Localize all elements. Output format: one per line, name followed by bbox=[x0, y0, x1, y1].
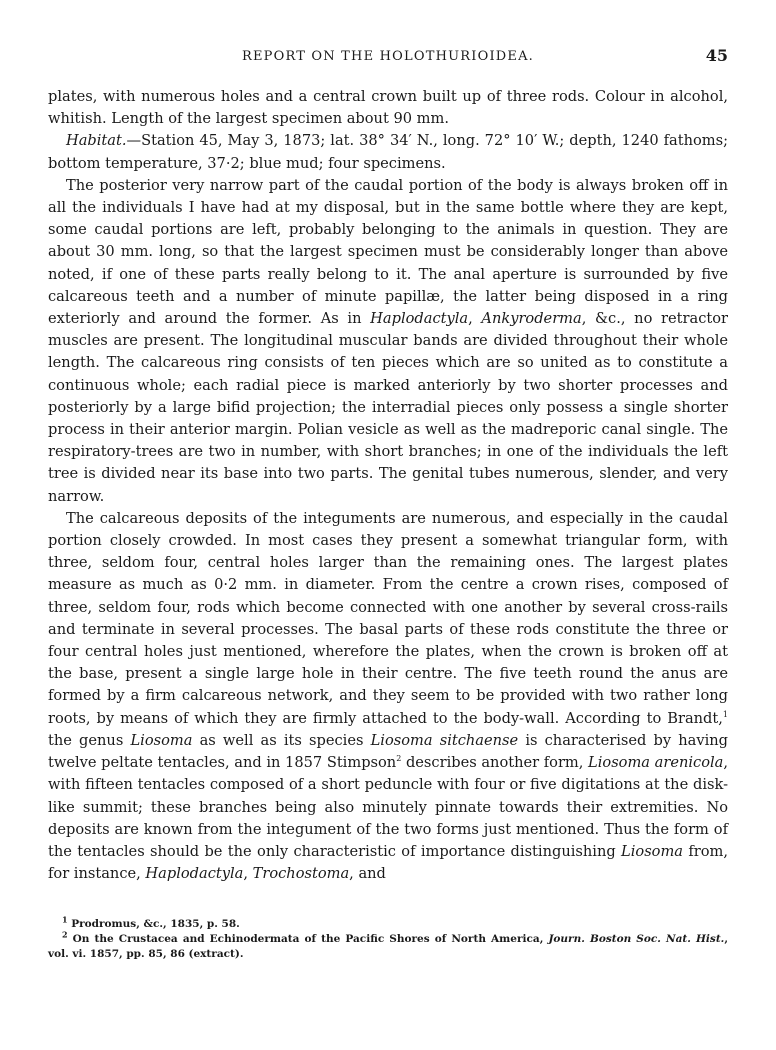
footnote-mark: 1 bbox=[62, 914, 68, 925]
genus-name: Ankyroderma bbox=[481, 310, 582, 328]
paragraph-text: from, for instance, bbox=[48, 842, 729, 883]
genus-name: Liosoma bbox=[621, 842, 684, 860]
paragraph-text: as well as its species bbox=[192, 731, 371, 749]
habitat-paragraph bbox=[48, 130, 728, 174]
journal-name: Journ. Boston Soc. Nat. Hist. bbox=[548, 933, 725, 945]
genus-name: Haplodactyla bbox=[145, 865, 244, 883]
anatomy-paragraph bbox=[48, 175, 728, 508]
footnote-ref: 1 bbox=[722, 709, 728, 719]
genus-name: Liosoma bbox=[130, 731, 193, 749]
footnote-ref: 2 bbox=[396, 754, 402, 764]
genus-name: Trochostoma bbox=[252, 865, 350, 883]
running-title: REPORT ON THE HOLOTHURIOIDEA. bbox=[241, 49, 535, 64]
footnote-text: On the Crustacea and Echinodermata of the Pacific Shores of North America, bbox=[67, 933, 549, 945]
paragraph-text: describes another form, bbox=[401, 754, 589, 772]
paragraph-text: The calcareous deposits of the integuments are numerous, and especially in the caudal portion closely crowded. In most cases they present a somewhat triangular form, with three, seldom four, central holes larger than the remaining ones. The largest plates measure as much as 0·2 mm. in diameter. From the centre a crown rises, composed of three, seldom four, rods which become connected with one another by several cross-rails and terminate in several processes. The basal parts of these rods constitute the three or four central holes just mentioned, wherefore the plates, when the crown is broken off at the base, present a single large hole in their centre. The five teeth round the anus are formed by a firm calcareous network, and they seem to be provided with two rather long roots, by means of which they are firmly attached to the body-wall. According to Brandt, bbox=[48, 509, 728, 727]
footnote-text: , vol. vi. 1857, pp. 85, 86 (extract). bbox=[48, 933, 728, 960]
body-text bbox=[48, 86, 728, 885]
species-name: Liosoma sitchaense bbox=[370, 731, 519, 749]
habitat-text: —Station 45, May 3, 1873; lat. 38° 34′ N., long. 72° 10′ W.; depth, 1240 fathoms; bottom temperature, 37·2; blue mud; four specimens. bbox=[48, 132, 728, 172]
footnote-text: Prodromus, &c., 1835, p. 58. bbox=[67, 918, 240, 930]
deposits-paragraph bbox=[48, 508, 728, 885]
paragraph-text: The posterior very narrow part of the caudal portion of the body is always broken off in all the individuals I have had at my disposal, but in the same bottle where they are kept, some caudal portions are left, probably belonging to the animals in question. They are about 30 mm. long, so that the largest specimen must be considerably longer than above noted, if one of these parts really belong to it. The anal aperture is surrounded by five calcareous teeth and a number of minute papillæ, the latter being disposed in a ring exteriorly and around the former. As in bbox=[48, 176, 728, 328]
species-name: Liosoma arenicola bbox=[588, 754, 724, 772]
page-header bbox=[48, 46, 728, 68]
habitat-label: Habitat. bbox=[66, 132, 127, 150]
footnotes bbox=[48, 914, 728, 962]
separator: , bbox=[468, 310, 482, 328]
paragraph-text: , with fifteen tentacles composed of a short peduncle with four or five digitations at the disk-like summit; these branches being also minutely pinnate towards their extremities. No deposits are known from the integument of the two forms just mentioned. Thus the form of the tentacles should be the only characteristic of importance distinguishing bbox=[48, 754, 728, 860]
page-number: 45 bbox=[705, 46, 728, 65]
paragraph-text: is characterised by having twelve peltate tentacles, and in 1857 Stimpson bbox=[48, 731, 728, 772]
paragraph-continuation bbox=[48, 86, 728, 130]
footnote-1 bbox=[48, 914, 728, 932]
genus-name: Haplodactyla bbox=[370, 310, 469, 328]
footnote-mark: 2 bbox=[62, 929, 68, 940]
separator: , bbox=[243, 865, 253, 883]
paragraph-text: , and bbox=[349, 865, 386, 883]
paragraph-text: the genus bbox=[48, 731, 131, 749]
paragraph-text: , &c., no retractor muscles are present. The longitudinal muscular bands are divided throughout their whole length. The calcareous ring consists of ten pieces which are so united as to constitute a continuous whole; each radial piece is marked anteriorly by two shorter processes and posteriorly by a large bifid projection; the interradial pieces only possess a single shorter process in their anterior margin. Polian vesicle as well as the madreporic canal single. The respiratory-trees are two in number, with short branches; in one of the individuals the left tree is divided near its base into two parts. The genital tubes numerous, slender, and very narrow. bbox=[48, 310, 728, 505]
paragraph-text: plates, with numerous holes and a central crown built up of three rods. Colour in alcohol, whitish. Length of the largest specimen about 90 mm. bbox=[48, 88, 728, 128]
footnote-2 bbox=[48, 929, 728, 962]
